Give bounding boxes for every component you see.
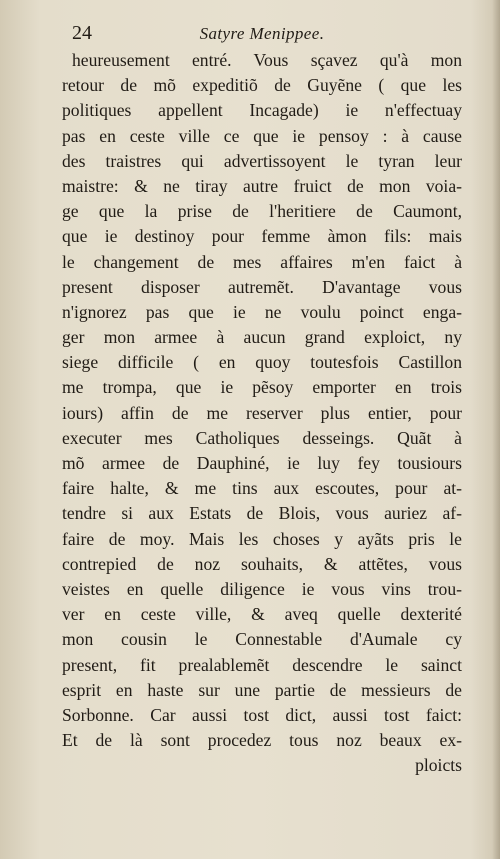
text-line: tendre si aux Estats de Blois, vous auriez af- [62, 503, 462, 524]
text-line: retour de mõ expeditiõ de Guyẽne ( que les [62, 75, 462, 96]
text-line: heureusement entré. Vous sçavez qu'à mon [72, 50, 462, 70]
text-line: esprit en haste sur une partie de messieurs de [62, 679, 462, 700]
text-line: maistre: & ne tiray autre fruict de mon voia- [62, 175, 462, 196]
text-line: siege difficile ( en quoy toutesfois Castillon [62, 352, 462, 373]
text-line: present, fit prealablemẽt descendre le sainct [62, 654, 462, 675]
running-title: Satyre Menippee. [199, 24, 325, 43]
text-line: ge que la prise de l'heritiere de Caumont, [62, 201, 462, 222]
text-line: ger mon armee à aucun grand exploict, ny [62, 327, 462, 348]
text-line: faire de moy. Mais les choses y ayãts pris le [62, 528, 462, 549]
text-line: mon cousin le Connestable d'Aumale cy [62, 629, 462, 650]
text-line: que ie destinoy pour femme àmon fils: mais [62, 226, 462, 247]
text-line: iours) affin de me reserver plus entier, pour [62, 402, 462, 423]
text-line: pas en ceste ville ce que ie pensoy : à cause [62, 125, 462, 146]
body-text [62, 48, 462, 778]
page-edge-shadow [492, 0, 500, 859]
text-line: mõ armee de Dauphiné, ie luy fey tousiours [62, 453, 462, 473]
text-line: Sorbonne. Car aussi tost dict, aussi tost faict: [62, 704, 462, 725]
text-line: le changement de mes affaires m'en faict à [62, 251, 462, 272]
text-line: veistes en quelle diligence ie vous vins trou- [62, 578, 462, 599]
text-line: des traistres qui advertissoyent le tyran leur [62, 150, 462, 171]
text-line: Et de là sont procedez tous noz beaux ex- [62, 730, 462, 751]
page-header [72, 22, 452, 48]
catchword: ploicts [415, 755, 462, 776]
text-line: executer mes Catholiques desseings. Quãt à [62, 427, 462, 448]
text-line: faire halte, & me tins aux escoutes, pour at- [62, 478, 462, 499]
text-line: contrepied de noz souhaits, & attẽtes, vous [62, 553, 462, 574]
text-line: present disposer autremẽt. D'avantage vous [62, 276, 462, 297]
text-line: ver en ceste ville, & aveq quelle dexterité [62, 604, 462, 625]
text-line: politiques appellent Incagade) ie n'effectuay [62, 100, 462, 121]
text-line: n'ignorez pas que ie ne voulu poinct enga- [62, 301, 462, 322]
page-number: 24 [72, 22, 92, 44]
text-line: me trompa, que ie pẽsoy emporter en trois [62, 377, 462, 398]
